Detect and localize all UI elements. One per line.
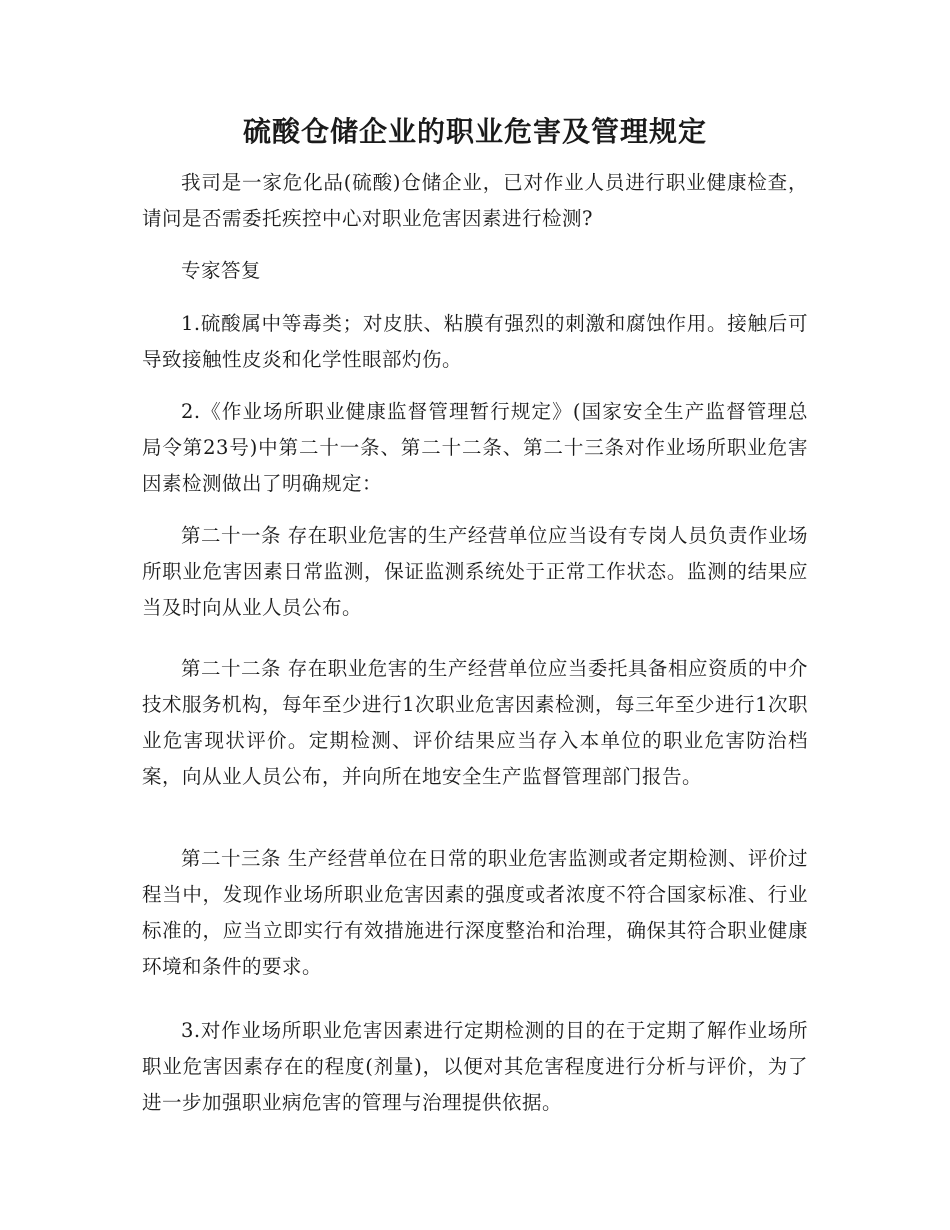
question-paragraph: 我司是一家危化品(硫酸)仓储企业，已对作业人员进行职业健康检查，请问是否需委托疾控中心对职业危害因素进行检测? <box>142 171 808 230</box>
document-title: 硫酸仓储企业的职业危害及管理规定 <box>242 115 707 148</box>
answer-point-3: 3.对作业场所职业危害因素进行定期检测的目的在于定期了解作业场所职业危害因素存在的程度(剂量)，以便对其危害程度进行分析与评价，为了进一步加强职业病危害的管理与治理提供依据。 <box>142 1019 808 1114</box>
article-23-paragraph: 第二十三条 生产经营单位在日常的职业危害监测或者定期检测、评价过程当中，发现作业场所职业危害因素的强度或者浓度不符合国家标准、行业标准的，应当立即实行有效措施进行深度整治和治理，确保其符合职业健康环境和条件的要求。 <box>142 847 808 978</box>
answer-point-1: 1.硫酸属中等毒类；对皮肤、粘膜有强烈的刺激和腐蚀作用。接触后可导致接触性皮炎和化学性眼部灼伤。 <box>142 312 808 371</box>
answer-point-2: 2.《作业场所职业健康监督管理暂行规定》(国家安全生产监督管理总局令第23号)中第二十一条、第二十二条、第二十三条对作业场所职业危害因素检测做出了明确规定： <box>142 400 808 495</box>
article-22-paragraph: 第二十二条 存在职业危害的生产经营单位应当委托具备相应资质的中介技术服务机构，每年至少进行1次职业危害因素检测，每三年至少进行1次职业危害现状评价。定期检测、评价结果应当存入本单位的职业危害防治档案，向从业人员公布，并向所在地安全生产监督管理部门报告。 <box>142 657 808 788</box>
expert-answer-heading: 专家答复 <box>181 259 262 282</box>
article-21-paragraph: 第二十一条 存在职业危害的生产经营单位应当设有专岗人员负责作业场所职业危害因素日常监测，保证监测系统处于正常工作状态。监测的结果应当及时向从业人员公布。 <box>142 524 808 619</box>
